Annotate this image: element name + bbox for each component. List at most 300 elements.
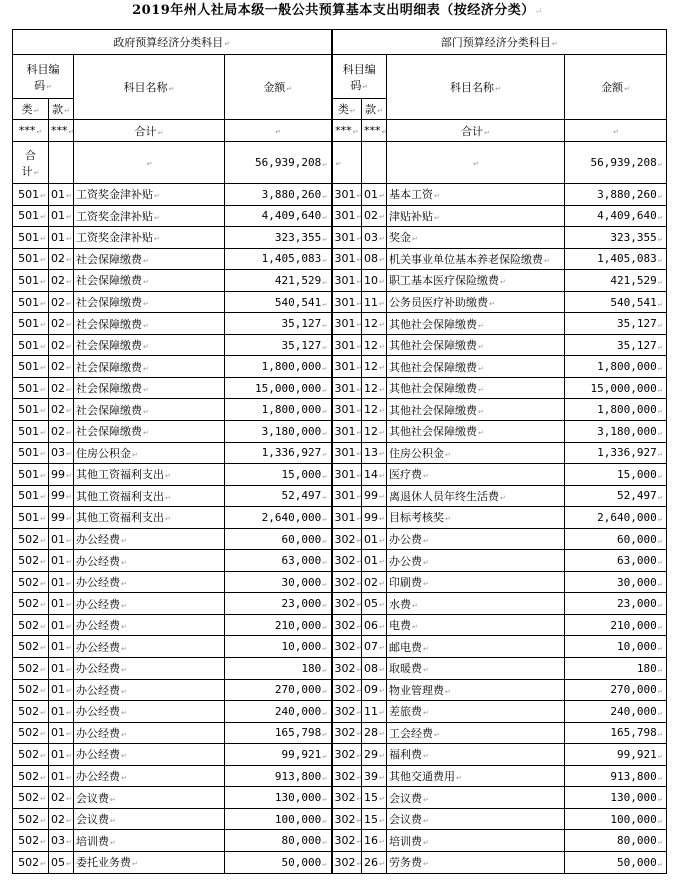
dept-amount-cell: 1,336,927↵ (565, 442, 667, 464)
gov-kuan-cell: 03↵ (49, 830, 74, 852)
column-header-row (13, 55, 667, 99)
table-row (13, 701, 667, 723)
dept-kuan-cell: 01↵ (362, 550, 387, 572)
dept-amount-cell: 63,000↵ (565, 550, 667, 572)
dept-amount-cell: 165,798↵ (565, 722, 667, 744)
dept-amount-cell: 421,529↵ (565, 270, 667, 292)
dept-name-cell: 培训费↵ (387, 830, 565, 852)
dept-name-header: 科目名称↵ (387, 55, 565, 120)
gov-amount-cell: 35,127↵ (225, 313, 332, 335)
gov-amount-cell: 3,180,000↵ (225, 421, 332, 443)
gov-name-cell: 社会保障缴费↵ (74, 313, 225, 335)
dept-amount-cell: 23,000↵ (565, 593, 667, 615)
dept-lei-cell: 301↵ (332, 399, 362, 421)
dept-lei-cell: 301↵ (332, 248, 362, 270)
gov-lei-cell: 501↵ (13, 184, 49, 206)
total-row (13, 142, 667, 184)
gov-name-cell: 会议费↵ (74, 808, 225, 830)
dept-amount-cell: 3,180,000↵ (565, 421, 667, 443)
dept-lei-cell: 302↵ (332, 528, 362, 550)
gov-lei-cell: 501↵ (13, 464, 49, 486)
dept-lei-cell: 302↵ (332, 593, 362, 615)
table-row (13, 421, 667, 443)
table-row (13, 334, 667, 356)
dept-name-cell: 基本工资↵ (387, 184, 565, 206)
dept-kuan-cell: 99↵ (362, 485, 387, 507)
gov-kuan-cell: 03↵ (49, 442, 74, 464)
gov-lei-cell: 502↵ (13, 808, 49, 830)
gov-kuan-cell: 02↵ (49, 313, 74, 335)
dept-amount-cell: 913,800↵ (565, 765, 667, 787)
dept-kuan-cell: 11↵ (362, 291, 387, 313)
dept-kuan-cell: 12↵ (362, 399, 387, 421)
dept-kuan-cell: 02↵ (362, 205, 387, 227)
gov-lei-cell: 502↵ (13, 614, 49, 636)
dept-kuan-cell: 03↵ (362, 227, 387, 249)
gov-lei-cell: 501↵ (13, 248, 49, 270)
table-row (13, 658, 667, 680)
table-row (13, 205, 667, 227)
gov-code-header: 科目编 码↵ (13, 55, 74, 99)
gov-lei-cell: 502↵ (13, 550, 49, 572)
dept-name-cell: 职工基本医疗保险缴费↵ (387, 270, 565, 292)
gov-amount-cell: 30,000↵ (225, 571, 332, 593)
table-row (13, 184, 667, 206)
gov-name-cell: 办公经费↵ (74, 614, 225, 636)
dept-lei-cell: 302↵ (332, 636, 362, 658)
gov-name-cell: 其他工资福利支出↵ (74, 507, 225, 529)
dept-lei-cell: 302↵ (332, 614, 362, 636)
table-row (13, 593, 667, 615)
gov-kuan-cell: 02↵ (49, 399, 74, 421)
dept-lei-cell: 301↵ (332, 377, 362, 399)
dept-lei-cell: 301↵ (332, 270, 362, 292)
gov-lei-cell: 501↵ (13, 334, 49, 356)
gov-name-cell: 委托业务费↵ (74, 851, 225, 873)
gov-amount-cell: 240,000↵ (225, 701, 332, 723)
gov-amount-cell: 180↵ (225, 658, 332, 680)
gov-lei-cell: 502↵ (13, 593, 49, 615)
gov-amount-cell: 1,800,000↵ (225, 356, 332, 378)
gov-lei-cell: 501↵ (13, 270, 49, 292)
gov-amount-cell: 52,497↵ (225, 485, 332, 507)
dept-lei-cell: 302↵ (332, 787, 362, 809)
gov-kuan-cell: 01↵ (49, 205, 74, 227)
gov-lei-cell: 502↵ (13, 830, 49, 852)
dept-total-lei: ↵ (332, 142, 362, 184)
gov-name-cell: 工资奖金津补贴↵ (74, 227, 225, 249)
dept-name-cell: 其他社会保障缴费↵ (387, 399, 565, 421)
dept-amount-cell: 540,541↵ (565, 291, 667, 313)
dept-kuan-cell: 06↵ (362, 614, 387, 636)
dept-name-cell: 工会经费↵ (387, 722, 565, 744)
dept-amount-cell: 130,000↵ (565, 787, 667, 809)
dept-lei-cell: 302↵ (332, 550, 362, 572)
gov-kuan-cell: 01↵ (49, 701, 74, 723)
dept-amount-cell: 50,000↵ (565, 851, 667, 873)
gov-lei-cell: 502↵ (13, 765, 49, 787)
dept-kuan-cell: 15↵ (362, 787, 387, 809)
gov-amount-cell: 80,000↵ (225, 830, 332, 852)
table-row (13, 528, 667, 550)
dept-amount-cell: 240,000↵ (565, 701, 667, 723)
dept-amount-cell: 1,800,000↵ (565, 399, 667, 421)
dept-kuan-header: 款↵ (362, 99, 387, 120)
dept-name-cell: 会议费↵ (387, 787, 565, 809)
dept-name-cell: 办公费↵ (387, 550, 565, 572)
dept-amount-cell: 2,640,000↵ (565, 507, 667, 529)
dept-lei-header: 类↵ (332, 99, 362, 120)
dept-amount-cell: 30,000↵ (565, 571, 667, 593)
gov-lei-cell: 501↵ (13, 291, 49, 313)
gov-amount-cell: 270,000↵ (225, 679, 332, 701)
gov-kuan-cell: 99↵ (49, 507, 74, 529)
gov-name-cell: 办公经费↵ (74, 679, 225, 701)
dept-kuan-cell: 26↵ (362, 851, 387, 873)
gov-amount-cell: 421,529↵ (225, 270, 332, 292)
dept-amount-cell: 100,000↵ (565, 808, 667, 830)
gov-name-cell: 办公经费↵ (74, 593, 225, 615)
dept-name-cell: 取暖费↵ (387, 658, 565, 680)
gov-name-cell: 社会保障缴费↵ (74, 248, 225, 270)
gov-name-cell: 办公经费↵ (74, 765, 225, 787)
dept-kuan-cell: 12↵ (362, 356, 387, 378)
gov-name-cell: 其他工资福利支出↵ (74, 464, 225, 486)
gov-name-cell: 社会保障缴费↵ (74, 421, 225, 443)
gov-lei-header: 类↵ (13, 99, 49, 120)
title-text: 2019年州人社局本级一般公共预算基本支出明细表（按经济分类） (132, 3, 535, 18)
paragraph-mark: ↵ (534, 7, 543, 17)
gov-kuan-cell: 02↵ (49, 270, 74, 292)
dept-name-cell: 离退休人员年终生活费↵ (387, 485, 565, 507)
gov-kuan-cell: 02↵ (49, 334, 74, 356)
gov-kuan-cell: 02↵ (49, 421, 74, 443)
gov-lei-cell: 502↵ (13, 528, 49, 550)
dept-amount-cell: 210,000↵ (565, 614, 667, 636)
gov-kuan-cell: 99↵ (49, 485, 74, 507)
dept-lei-cell: 301↵ (332, 356, 362, 378)
dept-name-cell: 公务员医疗补助缴费↵ (387, 291, 565, 313)
gov-name-cell: 办公经费↵ (74, 658, 225, 680)
gov-kuan-cell: 99↵ (49, 464, 74, 486)
gov-kuan-cell: 01↵ (49, 658, 74, 680)
gov-lei-cell: 502↵ (13, 744, 49, 766)
gov-amount-cell: 23,000↵ (225, 593, 332, 615)
gov-lei-cell: 501↵ (13, 399, 49, 421)
gov-lei-cell: 501↵ (13, 485, 49, 507)
gov-star-label: 合计↵ (74, 120, 225, 142)
gov-name-header: 科目名称↵ (74, 55, 225, 120)
gov-name-cell: 工资奖金津补贴↵ (74, 205, 225, 227)
dept-name-cell: 机关事业单位基本养老保险缴费↵ (387, 248, 565, 270)
dept-lei-cell: 301↵ (332, 485, 362, 507)
gov-name-cell: 办公经费↵ (74, 636, 225, 658)
dept-amount-cell: 1,405,083↵ (565, 248, 667, 270)
dept-name-cell: 办公费↵ (387, 528, 565, 550)
dept-amount-cell: 3,880,260↵ (565, 184, 667, 206)
dept-name-cell: 电费↵ (387, 614, 565, 636)
gov-name-cell: 办公经费↵ (74, 571, 225, 593)
gov-lei-cell: 501↵ (13, 227, 49, 249)
dept-kuan-cell: 12↵ (362, 377, 387, 399)
gov-kuan-header: 款↵ (49, 99, 74, 120)
dept-amount-cell: 99,921↵ (565, 744, 667, 766)
gov-kuan-cell: 01↵ (49, 528, 74, 550)
gov-name-cell: 工资奖金津补贴↵ (74, 184, 225, 206)
table-row (13, 313, 667, 335)
gov-kuan-cell: 01↵ (49, 722, 74, 744)
dept-name-cell: 其他社会保障缴费↵ (387, 334, 565, 356)
dept-kuan-cell: 08↵ (362, 248, 387, 270)
dept-name-cell: 目标考核奖↵ (387, 507, 565, 529)
gov-amount-cell: 35,127↵ (225, 334, 332, 356)
table-row (13, 377, 667, 399)
gov-name-cell: 社会保障缴费↵ (74, 356, 225, 378)
gov-kuan-cell: 02↵ (49, 808, 74, 830)
dept-name-cell: 其他社会保障缴费↵ (387, 377, 565, 399)
dept-lei-cell: 302↵ (332, 571, 362, 593)
dept-lei-cell: 301↵ (332, 291, 362, 313)
table-row (13, 270, 667, 292)
dept-star-kuan: ***↵ (362, 120, 387, 142)
gov-lei-cell: 502↵ (13, 658, 49, 680)
dept-name-cell: 物业管理费↵ (387, 679, 565, 701)
gov-kuan-cell: 01↵ (49, 571, 74, 593)
dept-name-cell: 其他社会保障缴费↵ (387, 356, 565, 378)
dept-name-cell: 奖金↵ (387, 227, 565, 249)
gov-name-cell: 培训费↵ (74, 830, 225, 852)
gov-name-cell: 办公经费↵ (74, 744, 225, 766)
section-header-row (13, 30, 667, 55)
gov-kuan-cell: 01↵ (49, 765, 74, 787)
dept-kuan-cell: 02↵ (362, 571, 387, 593)
gov-amount-cell: 15,000,000↵ (225, 377, 332, 399)
dept-amount-cell: 180↵ (565, 658, 667, 680)
gov-amount-cell: 210,000↵ (225, 614, 332, 636)
gov-amount-cell: 50,000↵ (225, 851, 332, 873)
gov-kuan-cell: 02↵ (49, 787, 74, 809)
dept-lei-cell: 302↵ (332, 701, 362, 723)
dept-kuan-cell: 12↵ (362, 334, 387, 356)
dept-kuan-cell: 01↵ (362, 528, 387, 550)
table-row (13, 830, 667, 852)
table-row (13, 571, 667, 593)
gov-amount-cell: 913,800↵ (225, 765, 332, 787)
gov-star-lei: ***↵ (13, 120, 49, 142)
gov-lei-cell: 502↵ (13, 571, 49, 593)
dept-kuan-cell: 13↵ (362, 442, 387, 464)
gov-kuan-cell: 01↵ (49, 679, 74, 701)
dept-lei-cell: 301↵ (332, 205, 362, 227)
dept-total-kuan (362, 142, 387, 184)
dept-kuan-cell: 16↵ (362, 830, 387, 852)
gov-star-kuan: ***↵ (49, 120, 74, 142)
dept-star-label: 合计↵ (387, 120, 565, 142)
table-row (13, 291, 667, 313)
gov-amount-cell: 540,541↵ (225, 291, 332, 313)
gov-name-cell: 办公经费↵ (74, 701, 225, 723)
dept-kuan-cell: 39↵ (362, 765, 387, 787)
table-row (13, 356, 667, 378)
gov-lei-cell: 502↵ (13, 679, 49, 701)
dept-lei-cell: 302↵ (332, 765, 362, 787)
gov-amount-cell: 2,640,000↵ (225, 507, 332, 529)
dept-lei-cell: 302↵ (332, 679, 362, 701)
dept-lei-cell: 302↵ (332, 722, 362, 744)
dept-amount-cell: 35,127↵ (565, 313, 667, 335)
dept-lei-cell: 301↵ (332, 184, 362, 206)
dept-lei-cell: 301↵ (332, 464, 362, 486)
dept-amount-cell: 270,000↵ (565, 679, 667, 701)
dept-lei-cell: 302↵ (332, 830, 362, 852)
gov-kuan-cell: 02↵ (49, 248, 74, 270)
dept-star-amount: ↵ (565, 120, 667, 142)
table-row (13, 464, 667, 486)
gov-name-cell: 其他工资福利支出↵ (74, 485, 225, 507)
gov-kuan-cell: 02↵ (49, 356, 74, 378)
gov-lei-cell: 502↵ (13, 851, 49, 873)
dept-amount-cell: 52,497↵ (565, 485, 667, 507)
dept-amount-cell: 80,000↵ (565, 830, 667, 852)
gov-kuan-cell: 01↵ (49, 184, 74, 206)
gov-amount-cell: 1,405,083↵ (225, 248, 332, 270)
dept-name-cell: 福利费↵ (387, 744, 565, 766)
table-row (13, 808, 667, 830)
table-row (13, 442, 667, 464)
dept-kuan-cell: 12↵ (362, 421, 387, 443)
dept-total-amount: 56,939,208↵ (565, 142, 667, 184)
dept-kuan-cell: 09↵ (362, 679, 387, 701)
table-row (13, 679, 667, 701)
table-row (13, 614, 667, 636)
dept-amount-cell: 15,000,000↵ (565, 377, 667, 399)
gov-lei-cell: 501↵ (13, 377, 49, 399)
dept-name-cell: 医疗费↵ (387, 464, 565, 486)
dept-lei-cell: 301↵ (332, 442, 362, 464)
star-row (13, 120, 667, 142)
dept-name-cell: 水费↵ (387, 593, 565, 615)
dept-name-cell: 差旅费↵ (387, 701, 565, 723)
dept-kuan-cell: 15↵ (362, 808, 387, 830)
gov-amount-cell: 1,800,000↵ (225, 399, 332, 421)
gov-kuan-cell: 02↵ (49, 377, 74, 399)
dept-amount-cell: 15,000↵ (565, 464, 667, 486)
gov-name-cell: 住房公积金↵ (74, 442, 225, 464)
gov-name-cell: 办公经费↵ (74, 722, 225, 744)
gov-name-cell: 办公经费↵ (74, 528, 225, 550)
dept-lei-cell: 301↵ (332, 334, 362, 356)
dept-lei-cell: 302↵ (332, 851, 362, 873)
dept-name-cell: 印刷费↵ (387, 571, 565, 593)
dept-name-cell: 津贴补贴↵ (387, 205, 565, 227)
dept-section-header: 部门预算经济分类科目↵ (332, 30, 667, 55)
table-row (13, 485, 667, 507)
dept-kuan-cell: 28↵ (362, 722, 387, 744)
dept-kuan-cell: 01↵ (362, 184, 387, 206)
gov-lei-cell: 502↵ (13, 787, 49, 809)
gov-name-cell: 社会保障缴费↵ (74, 377, 225, 399)
gov-amount-cell: 165,798↵ (225, 722, 332, 744)
table-row (13, 227, 667, 249)
table-row (13, 248, 667, 270)
dept-star-lei: ***↵ (332, 120, 362, 142)
dept-lei-cell: 302↵ (332, 808, 362, 830)
gov-name-cell: 社会保障缴费↵ (74, 270, 225, 292)
dept-lei-cell: 302↵ (332, 744, 362, 766)
table-row (13, 636, 667, 658)
gov-amount-cell: 130,000↵ (225, 787, 332, 809)
table-row (13, 787, 667, 809)
dept-amount-header: 金额↵ (565, 55, 667, 120)
dept-amount-cell: 10,000↵ (565, 636, 667, 658)
gov-name-cell: 社会保障缴费↵ (74, 399, 225, 421)
dept-lei-cell: 301↵ (332, 507, 362, 529)
dept-name-cell: 邮电费↵ (387, 636, 565, 658)
dept-kuan-cell: 99↵ (362, 507, 387, 529)
dept-name-cell: 劳务费↵ (387, 851, 565, 873)
gov-kuan-cell: 01↵ (49, 550, 74, 572)
page-title (0, 0, 675, 24)
gov-kuan-cell: 01↵ (49, 614, 74, 636)
dept-name-cell: 住房公积金↵ (387, 442, 565, 464)
dept-kuan-cell: 07↵ (362, 636, 387, 658)
gov-amount-cell: 323,355↵ (225, 227, 332, 249)
gov-amount-cell: 3,880,260↵ (225, 184, 332, 206)
dept-kuan-cell: 12↵ (362, 313, 387, 335)
gov-name-cell: 办公经费↵ (74, 550, 225, 572)
gov-lei-cell: 501↵ (13, 313, 49, 335)
dept-kuan-cell: 14↵ (362, 464, 387, 486)
gov-kuan-cell: 01↵ (49, 744, 74, 766)
gov-kuan-cell: 05↵ (49, 851, 74, 873)
gov-kuan-cell: 01↵ (49, 593, 74, 615)
gov-kuan-cell: 02↵ (49, 291, 74, 313)
gov-amount-cell: 60,000↵ (225, 528, 332, 550)
gov-total-label: 合 计↵ (13, 142, 49, 184)
gov-amount-header: 金额↵ (225, 55, 332, 120)
gov-total-name: ↵ (74, 142, 225, 184)
table-row (13, 507, 667, 529)
gov-star-amount: ↵ (225, 120, 332, 142)
table-row (13, 851, 667, 873)
gov-lei-cell: 502↵ (13, 701, 49, 723)
gov-total-kuan (49, 142, 74, 184)
dept-kuan-cell: 08↵ (362, 658, 387, 680)
dept-lei-cell: 302↵ (332, 658, 362, 680)
gov-lei-cell: 501↵ (13, 442, 49, 464)
dept-kuan-cell: 05↵ (362, 593, 387, 615)
gov-total-amount: 56,939,208↵ (225, 142, 332, 184)
table-row (13, 765, 667, 787)
gov-section-header: 政府预算经济分类科目↵ (13, 30, 332, 55)
dept-amount-cell: 4,409,640↵ (565, 205, 667, 227)
gov-amount-cell: 99,921↵ (225, 744, 332, 766)
gov-amount-cell: 10,000↵ (225, 636, 332, 658)
gov-name-cell: 社会保障缴费↵ (74, 291, 225, 313)
table-row (13, 722, 667, 744)
gov-amount-cell: 15,000↵ (225, 464, 332, 486)
dept-kuan-cell: 29↵ (362, 744, 387, 766)
gov-lei-cell: 501↵ (13, 205, 49, 227)
table-row (13, 744, 667, 766)
dept-lei-cell: 301↵ (332, 421, 362, 443)
dept-name-cell: 其他社会保障缴费↵ (387, 313, 565, 335)
gov-lei-cell: 501↵ (13, 507, 49, 529)
gov-name-cell: 社会保障缴费↵ (74, 334, 225, 356)
dept-name-cell: 其他社会保障缴费↵ (387, 421, 565, 443)
dept-amount-cell: 60,000↵ (565, 528, 667, 550)
gov-lei-cell: 501↵ (13, 421, 49, 443)
